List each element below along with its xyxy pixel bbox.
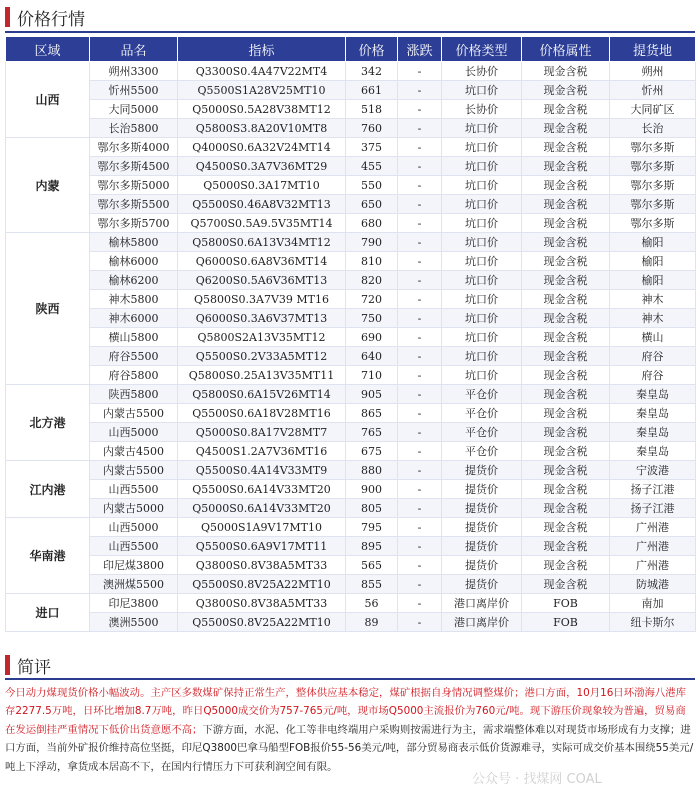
change-cell: - <box>398 537 442 556</box>
delivery-place-cell: 秦皇岛 <box>610 442 696 461</box>
price-cell: 550 <box>346 176 398 195</box>
table-row <box>6 214 696 233</box>
price-type-cell: 坑口价 <box>442 309 522 328</box>
price-cell: 895 <box>346 537 398 556</box>
table-row <box>6 594 696 613</box>
spec-cell: Q6000S0.6A8V36MT14 <box>178 252 346 271</box>
price-cell: 855 <box>346 575 398 594</box>
price-attribute-cell: 现金含税 <box>522 328 610 347</box>
table-row <box>6 233 696 252</box>
price-attribute-cell: 现金含税 <box>522 195 610 214</box>
delivery-place-cell: 扬子江港 <box>610 480 696 499</box>
table-row <box>6 404 696 423</box>
price-type-cell: 坑口价 <box>442 176 522 195</box>
price-type-cell: 坑口价 <box>442 138 522 157</box>
table-row <box>6 195 696 214</box>
table-row <box>6 290 696 309</box>
table-row <box>6 366 696 385</box>
change-cell: - <box>398 442 442 461</box>
price-attribute-cell: 现金含税 <box>522 62 610 81</box>
product-name-cell: 横山5800 <box>90 328 178 347</box>
price-type-cell: 提货价 <box>442 575 522 594</box>
product-name-cell: 鄂尔多斯4000 <box>90 138 178 157</box>
product-name-cell: 内蒙古5000 <box>90 499 178 518</box>
spec-cell: Q6000S0.3A6V37MT13 <box>178 309 346 328</box>
spec-cell: Q5500S0.6A14V33MT20 <box>178 480 346 499</box>
table-row <box>6 442 696 461</box>
delivery-place-cell: 府谷 <box>610 347 696 366</box>
product-name-cell: 澳洲5500 <box>90 613 178 632</box>
table-row <box>6 613 696 632</box>
price-cell: 565 <box>346 556 398 575</box>
region-cell: 北方港 <box>6 385 90 461</box>
price-cell: 455 <box>346 157 398 176</box>
commentary-section-header <box>5 652 695 678</box>
product-name-cell: 山西5500 <box>90 537 178 556</box>
delivery-place-cell: 扬子江港 <box>610 499 696 518</box>
price-section-header <box>5 4 695 30</box>
product-name-cell: 大同5000 <box>90 100 178 119</box>
spec-cell: Q6200S0.5A6V36MT13 <box>178 271 346 290</box>
change-cell: - <box>398 366 442 385</box>
change-cell: - <box>398 176 442 195</box>
price-type-cell: 平仓价 <box>442 404 522 423</box>
column-header: 价格类型 <box>442 37 522 62</box>
price-cell: 880 <box>346 461 398 480</box>
region-cell: 江内港 <box>6 461 90 518</box>
change-cell: - <box>398 290 442 309</box>
spec-cell: Q5500S0.8V25A22MT10 <box>178 613 346 632</box>
table-row <box>6 81 696 100</box>
table-row <box>6 556 696 575</box>
change-cell: - <box>398 404 442 423</box>
price-attribute-cell: 现金含税 <box>522 290 610 309</box>
price-type-cell: 港口离岸价 <box>442 594 522 613</box>
product-name-cell: 神木5800 <box>90 290 178 309</box>
price-cell: 820 <box>346 271 398 290</box>
price-cell: 750 <box>346 309 398 328</box>
price-cell: 690 <box>346 328 398 347</box>
spec-cell: Q5000S1A9V17MT10 <box>178 518 346 537</box>
spec-cell: Q5700S0.5A9.5V35MT14 <box>178 214 346 233</box>
price-cell: 518 <box>346 100 398 119</box>
price-cell: 790 <box>346 233 398 252</box>
column-header: 指标 <box>178 37 346 62</box>
change-cell: - <box>398 575 442 594</box>
price-type-cell: 坑口价 <box>442 328 522 347</box>
spec-cell: Q3800S0.8V38A5MT33 <box>178 594 346 613</box>
price-attribute-cell: 现金含税 <box>522 138 610 157</box>
commentary-body: 下游方面，水泥、化工等非电终端用户采购则按需进行为主，需求端整体难以对现货市场形成有力支撑；进口方面，当前外矿报价维持高位坚挺，印尼Q3800巴拿马船型FOB报价55-56美元/吨，部分贸易商表示低价货源难寻，实际可成交价基本围绕55美元/吨上下浮动，拿货成本居高不下，在国内行情压力下可获利润空间有限。 <box>5 723 694 773</box>
spec-cell: Q3800S0.8V38A5MT33 <box>178 556 346 575</box>
delivery-place-cell: 鄂尔多斯 <box>610 176 696 195</box>
table-row <box>6 62 696 81</box>
price-cell: 56 <box>346 594 398 613</box>
table-row <box>6 309 696 328</box>
delivery-place-cell: 神木 <box>610 309 696 328</box>
change-cell: - <box>398 100 442 119</box>
delivery-place-cell: 秦皇岛 <box>610 423 696 442</box>
price-cell: 720 <box>346 290 398 309</box>
price-attribute-cell: 现金含税 <box>522 366 610 385</box>
price-attribute-cell: 现金含税 <box>522 480 610 499</box>
table-row <box>6 252 696 271</box>
region-cell: 陕西 <box>6 233 90 385</box>
delivery-place-cell: 鄂尔多斯 <box>610 195 696 214</box>
column-header: 涨跌 <box>398 37 442 62</box>
price-cell: 640 <box>346 347 398 366</box>
price-type-cell: 提货价 <box>442 499 522 518</box>
table-row <box>6 537 696 556</box>
change-cell: - <box>398 518 442 537</box>
price-cell: 650 <box>346 195 398 214</box>
change-cell: - <box>398 499 442 518</box>
table-row <box>6 271 696 290</box>
change-cell: - <box>398 233 442 252</box>
table-row <box>6 138 696 157</box>
region-cell: 华南港 <box>6 518 90 594</box>
price-type-cell: 坑口价 <box>442 81 522 100</box>
delivery-place-cell: 府谷 <box>610 366 696 385</box>
price-type-cell: 平仓价 <box>442 423 522 442</box>
table-header-row <box>6 37 696 62</box>
table-row <box>6 423 696 442</box>
change-cell: - <box>398 119 442 138</box>
change-cell: - <box>398 613 442 632</box>
table-row <box>6 100 696 119</box>
delivery-place-cell: 纽卡斯尔 <box>610 613 696 632</box>
section-marker <box>5 655 10 675</box>
change-cell: - <box>398 328 442 347</box>
spec-cell: Q5800S0.3A7V39 MT16 <box>178 290 346 309</box>
section-divider <box>5 678 695 680</box>
change-cell: - <box>398 423 442 442</box>
column-header: 提货地 <box>610 37 696 62</box>
price-cell: 810 <box>346 252 398 271</box>
price-type-cell: 港口离岸价 <box>442 613 522 632</box>
price-attribute-cell: 现金含税 <box>522 214 610 233</box>
price-cell: 89 <box>346 613 398 632</box>
commentary-highlight: 今日动力煤现货价格小幅波动。主产区多数煤矿保持正常生产，整体供应基本稳定，煤矿根据自身情况调整煤价；港口方面，10月16日环渤海八港库存2277.5万吨，日环比增加8.7万吨，昨日Q5000成交价为757-765元/吨，现市场Q5000主流报价为760元/吨。现下游压价现象较为普遍，贸易商在发运倒挂严重情况下低价出货意愿不高； <box>5 687 687 736</box>
section-divider <box>5 31 695 33</box>
price-attribute-cell: 现金含税 <box>522 423 610 442</box>
delivery-place-cell: 长治 <box>610 119 696 138</box>
product-name-cell: 榆林5800 <box>90 233 178 252</box>
delivery-place-cell: 鄂尔多斯 <box>610 138 696 157</box>
change-cell: - <box>398 480 442 499</box>
price-type-cell: 坑口价 <box>442 252 522 271</box>
price-attribute-cell: 现金含税 <box>522 537 610 556</box>
spec-cell: Q5800S0.25A13V35MT11 <box>178 366 346 385</box>
product-name-cell: 鄂尔多斯5500 <box>90 195 178 214</box>
delivery-place-cell: 横山 <box>610 328 696 347</box>
delivery-place-cell: 广州港 <box>610 556 696 575</box>
price-type-cell: 坑口价 <box>442 119 522 138</box>
price-attribute-cell: 现金含税 <box>522 404 610 423</box>
price-type-cell: 坑口价 <box>442 214 522 233</box>
change-cell: - <box>398 594 442 613</box>
price-attribute-cell: 现金含税 <box>522 233 610 252</box>
price-cell: 342 <box>346 62 398 81</box>
product-name-cell: 澳洲煤5500 <box>90 575 178 594</box>
price-attribute-cell: 现金含税 <box>522 499 610 518</box>
price-cell: 805 <box>346 499 398 518</box>
price-cell: 661 <box>346 81 398 100</box>
column-header: 价格属性 <box>522 37 610 62</box>
delivery-place-cell: 朔州 <box>610 62 696 81</box>
price-attribute-cell: 现金含税 <box>522 252 610 271</box>
product-name-cell: 忻州5500 <box>90 81 178 100</box>
spec-cell: Q5500S0.2V33A5MT12 <box>178 347 346 366</box>
price-cell: 795 <box>346 518 398 537</box>
product-name-cell: 印尼3800 <box>90 594 178 613</box>
spec-cell: Q5500S0.8V25A22MT10 <box>178 575 346 594</box>
price-type-cell: 提货价 <box>442 461 522 480</box>
product-name-cell: 印尼煤3800 <box>90 556 178 575</box>
change-cell: - <box>398 138 442 157</box>
table-row <box>6 385 696 404</box>
spec-cell: Q3300S0.4A47V22MT4 <box>178 62 346 81</box>
delivery-place-cell: 秦皇岛 <box>610 404 696 423</box>
spec-cell: Q4000S0.6A32V24MT14 <box>178 138 346 157</box>
price-type-cell: 坑口价 <box>442 157 522 176</box>
spec-cell: Q5500S0.4A14V33MT9 <box>178 461 346 480</box>
delivery-place-cell: 榆阳 <box>610 233 696 252</box>
product-name-cell: 内蒙古5500 <box>90 404 178 423</box>
table-row <box>6 157 696 176</box>
price-type-cell: 提货价 <box>442 556 522 575</box>
spec-cell: Q4500S1.2A7V36MT16 <box>178 442 346 461</box>
price-attribute-cell: 现金含税 <box>522 157 610 176</box>
column-header: 品名 <box>90 37 178 62</box>
spec-cell: Q5800S0.6A15V26MT14 <box>178 385 346 404</box>
price-attribute-cell: 现金含税 <box>522 461 610 480</box>
spec-cell: Q5000S0.3A17MT10 <box>178 176 346 195</box>
section-marker <box>5 7 10 27</box>
product-name-cell: 山西5500 <box>90 480 178 499</box>
price-cell: 710 <box>346 366 398 385</box>
product-name-cell: 榆林6200 <box>90 271 178 290</box>
table-row <box>6 347 696 366</box>
table-row <box>6 480 696 499</box>
table-body <box>6 62 696 632</box>
delivery-place-cell: 榆阳 <box>610 271 696 290</box>
product-name-cell: 鄂尔多斯5700 <box>90 214 178 233</box>
product-name-cell: 鄂尔多斯5000 <box>90 176 178 195</box>
price-type-cell: 坑口价 <box>442 233 522 252</box>
price-cell: 760 <box>346 119 398 138</box>
change-cell: - <box>398 461 442 480</box>
column-header: 区域 <box>6 37 90 62</box>
price-type-cell: 坑口价 <box>442 271 522 290</box>
product-name-cell: 陕西5800 <box>90 385 178 404</box>
price-type-cell: 长协价 <box>442 100 522 119</box>
change-cell: - <box>398 385 442 404</box>
delivery-place-cell: 广州港 <box>610 537 696 556</box>
spec-cell: Q5000S0.6A14V33MT20 <box>178 499 346 518</box>
price-cell: 865 <box>346 404 398 423</box>
price-attribute-cell: 现金含税 <box>522 100 610 119</box>
price-type-cell: 长协价 <box>442 62 522 81</box>
change-cell: - <box>398 252 442 271</box>
table-row <box>6 518 696 537</box>
change-cell: - <box>398 214 442 233</box>
price-cell: 675 <box>346 442 398 461</box>
delivery-place-cell: 南加 <box>610 594 696 613</box>
change-cell: - <box>398 157 442 176</box>
change-cell: - <box>398 195 442 214</box>
product-name-cell: 山西5000 <box>90 518 178 537</box>
product-name-cell: 榆林6000 <box>90 252 178 271</box>
spec-cell: Q5500S0.6A9V17MT11 <box>178 537 346 556</box>
table-row <box>6 328 696 347</box>
product-name-cell: 内蒙古5500 <box>90 461 178 480</box>
delivery-place-cell: 秦皇岛 <box>610 385 696 404</box>
change-cell: - <box>398 62 442 81</box>
spec-cell: Q5000S0.8A17V28MT7 <box>178 423 346 442</box>
price-attribute-cell: 现金含税 <box>522 271 610 290</box>
delivery-place-cell: 广州港 <box>610 518 696 537</box>
price-attribute-cell: 现金含税 <box>522 442 610 461</box>
price-attribute-cell: 现金含税 <box>522 81 610 100</box>
spec-cell: Q5500S0.46A8V32MT13 <box>178 195 346 214</box>
region-cell: 进口 <box>6 594 90 632</box>
price-type-cell: 提货价 <box>442 480 522 499</box>
change-cell: - <box>398 309 442 328</box>
price-type-cell: 坑口价 <box>442 195 522 214</box>
delivery-place-cell: 鄂尔多斯 <box>610 214 696 233</box>
region-cell: 山西 <box>6 62 90 138</box>
product-name-cell: 山西5000 <box>90 423 178 442</box>
price-attribute-cell: 现金含税 <box>522 347 610 366</box>
spec-cell: Q4500S0.3A7V36MT29 <box>178 157 346 176</box>
product-name-cell: 长治5800 <box>90 119 178 138</box>
price-attribute-cell: 现金含税 <box>522 309 610 328</box>
delivery-place-cell: 防城港 <box>610 575 696 594</box>
delivery-place-cell: 鄂尔多斯 <box>610 157 696 176</box>
price-type-cell: 提货价 <box>442 518 522 537</box>
table-row <box>6 575 696 594</box>
spec-cell: Q5800S0.6A13V34MT12 <box>178 233 346 252</box>
delivery-place-cell: 宁波港 <box>610 461 696 480</box>
table-row <box>6 176 696 195</box>
price-cell: 375 <box>346 138 398 157</box>
spec-cell: Q5000S0.5A28V38MT12 <box>178 100 346 119</box>
spec-cell: Q5800S2A13V35MT12 <box>178 328 346 347</box>
price-cell: 900 <box>346 480 398 499</box>
price-attribute-cell: 现金含税 <box>522 518 610 537</box>
price-cell: 680 <box>346 214 398 233</box>
price-cell: 905 <box>346 385 398 404</box>
region-cell: 内蒙 <box>6 138 90 233</box>
delivery-place-cell: 神木 <box>610 290 696 309</box>
column-header: 价格 <box>346 37 398 62</box>
commentary-title: 简评 <box>17 657 51 678</box>
price-type-cell: 提货价 <box>442 537 522 556</box>
price-cell: 765 <box>346 423 398 442</box>
watermark: 公众号 · 找煤网 COAL <box>472 772 602 787</box>
product-name-cell: 府谷5800 <box>90 366 178 385</box>
change-cell: - <box>398 81 442 100</box>
price-attribute-cell: FOB <box>522 613 610 632</box>
delivery-place-cell: 忻州 <box>610 81 696 100</box>
price-type-cell: 坑口价 <box>442 290 522 309</box>
product-name-cell: 鄂尔多斯4500 <box>90 157 178 176</box>
spec-cell: Q5800S3.8A20V10MT8 <box>178 119 346 138</box>
product-name-cell: 朔州3300 <box>90 62 178 81</box>
product-name-cell: 神木6000 <box>90 309 178 328</box>
price-attribute-cell: 现金含税 <box>522 556 610 575</box>
table-row <box>6 499 696 518</box>
price-attribute-cell: FOB <box>522 594 610 613</box>
table-row <box>6 119 696 138</box>
price-attribute-cell: 现金含税 <box>522 176 610 195</box>
price-type-cell: 坑口价 <box>442 366 522 385</box>
price-attribute-cell: 现金含税 <box>522 385 610 404</box>
change-cell: - <box>398 271 442 290</box>
price-type-cell: 平仓价 <box>442 385 522 404</box>
table-row <box>6 461 696 480</box>
delivery-place-cell: 大同矿区 <box>610 100 696 119</box>
price-section-title: 价格行情 <box>17 9 85 30</box>
delivery-place-cell: 榆阳 <box>610 252 696 271</box>
price-table <box>5 36 696 632</box>
change-cell: - <box>398 347 442 366</box>
change-cell: - <box>398 556 442 575</box>
product-name-cell: 内蒙古4500 <box>90 442 178 461</box>
price-attribute-cell: 现金含税 <box>522 119 610 138</box>
price-type-cell: 平仓价 <box>442 442 522 461</box>
spec-cell: Q5500S0.6A18V28MT16 <box>178 404 346 423</box>
product-name-cell: 府谷5500 <box>90 347 178 366</box>
price-attribute-cell: 现金含税 <box>522 575 610 594</box>
price-type-cell: 坑口价 <box>442 347 522 366</box>
spec-cell: Q5500S1A28V25MT10 <box>178 81 346 100</box>
